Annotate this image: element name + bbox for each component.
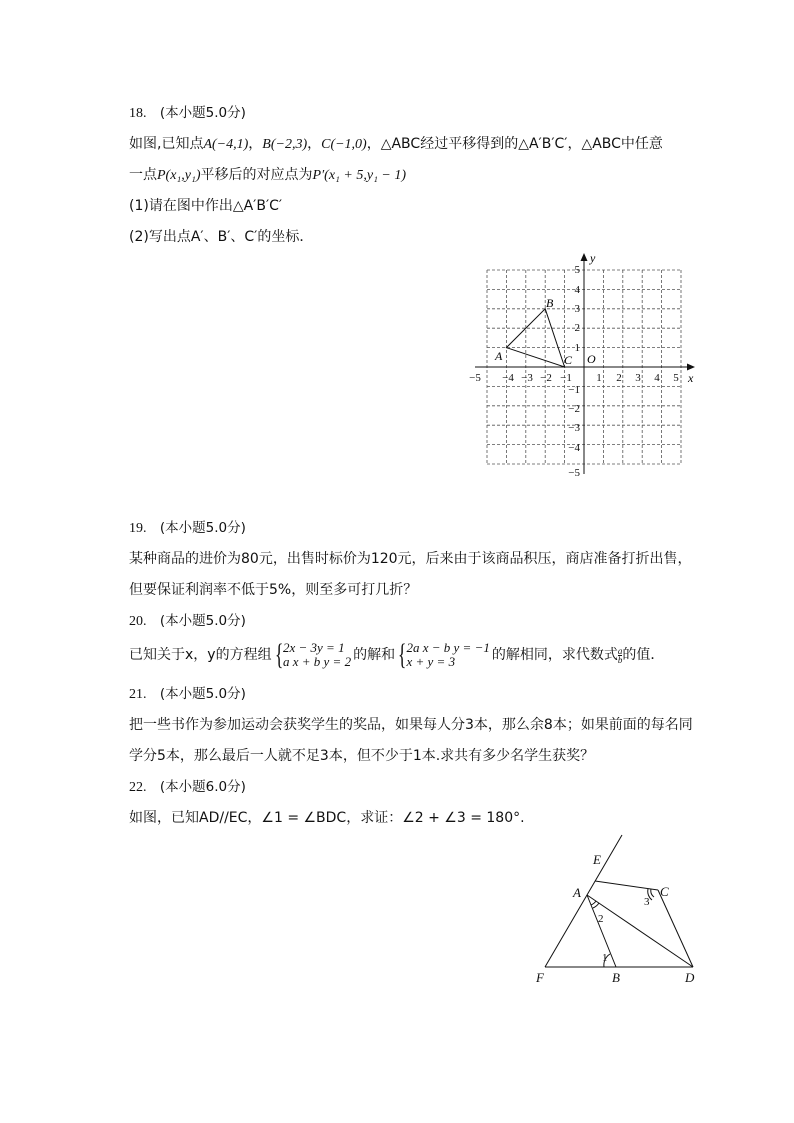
point-f-label: F xyxy=(536,970,544,985)
q18-text: 平移后的对应点为 xyxy=(200,167,313,183)
point-e-label: E xyxy=(593,852,601,867)
x-tick-label: 3 xyxy=(635,372,641,384)
x-tick-label: 2 xyxy=(616,372,622,384)
equation: 2x − 3y = 1 xyxy=(282,640,345,655)
q20-text: 的值． xyxy=(622,647,665,663)
equation: a x + b y = 2 xyxy=(282,654,352,669)
angle-arc-3a xyxy=(651,889,654,897)
fraction-denominator: b xyxy=(617,654,623,665)
q18-text: 如图,已知点 xyxy=(129,136,204,152)
q19-number: 19. xyxy=(129,521,147,536)
q19-header xyxy=(129,519,246,538)
q22-text: 如图，已知AD//EC，∠1 = ∠BDC，求证：∠2 + ∠3 = 180°. xyxy=(129,810,525,826)
y-tick-label: 1 xyxy=(574,342,580,354)
y-tick-label: 3 xyxy=(574,303,580,315)
q18-sep: ， xyxy=(248,136,263,152)
q18-sep: ， xyxy=(307,136,322,152)
q20-number: 20. xyxy=(129,614,147,629)
point-p-prime: P′(x₁ + 5,y₁ − 1) xyxy=(312,168,407,183)
angle-3-label: 3 xyxy=(644,896,650,908)
q20-body xyxy=(129,638,664,672)
y-tick-label: −1 xyxy=(568,384,580,396)
x-tick-label: −3 xyxy=(521,372,533,384)
q22-number: 22. xyxy=(129,780,147,795)
y-tick-label: 5 xyxy=(574,264,580,276)
equation-system-1: {2x − 3y = 1 a x + b y = 2 xyxy=(274,638,352,671)
point-a-coord: A(−4,1) xyxy=(203,137,249,152)
y-tick-label: −2 xyxy=(568,403,580,415)
q18-score: (本小题5.0分) xyxy=(159,105,246,121)
point-c-coord: C(−1,0) xyxy=(321,137,367,152)
q18-header xyxy=(129,104,246,123)
q18-number: 18. xyxy=(129,106,147,121)
y-tick-label: 4 xyxy=(574,284,580,296)
segment-ec xyxy=(595,881,658,890)
q18-text: 一点 xyxy=(129,167,157,183)
x-tick-label: 4 xyxy=(654,372,660,384)
x-tick-label: −5 xyxy=(469,372,481,384)
q20-score: (本小题5.0分) xyxy=(159,613,246,629)
q22-header xyxy=(129,778,246,797)
q18-sub1: (1)请在图中作出△A′B′C′ xyxy=(129,198,283,214)
x-tick-label: 1 xyxy=(596,372,602,384)
point-c-label: C xyxy=(660,884,669,899)
equation: 2a x − b y = −1 xyxy=(406,640,490,655)
geometry-figure xyxy=(530,830,710,990)
origin-label: O xyxy=(587,352,596,366)
q20-text: 已知关于x，y的方程组 xyxy=(129,647,272,663)
y-tick-label: −5 xyxy=(568,467,580,479)
y-tick-label: 2 xyxy=(574,322,580,334)
coordinate-graph xyxy=(455,250,705,485)
q19-score: (本小题5.0分) xyxy=(159,520,246,536)
equation: x + y = 3 xyxy=(406,654,456,669)
x-tick-label: 5 xyxy=(673,372,679,384)
fraction-numerator: a xyxy=(617,645,623,656)
q22-score: (本小题6.0分) xyxy=(159,779,246,795)
point-d-label: D xyxy=(685,970,695,985)
q18-text: ，△ABC经过平移得到的△A′B′C′，△ABC中任意 xyxy=(366,136,663,152)
angle-arc-2a xyxy=(591,901,596,905)
triangle-abc xyxy=(506,309,564,367)
x-tick-labels xyxy=(469,372,679,384)
x-axis-arrow xyxy=(687,364,695,371)
y-axis-arrow xyxy=(581,253,588,261)
y-tick-label: −3 xyxy=(568,422,580,434)
q18-line1 xyxy=(129,135,663,154)
q21-header xyxy=(129,685,246,704)
vertex-b-label: B xyxy=(546,296,554,310)
point-a-label: A xyxy=(573,885,581,900)
q20-text: 的解相同，求代数式 xyxy=(491,647,618,663)
y-axis-label: y xyxy=(590,251,596,265)
vertex-c-label: C xyxy=(564,353,573,367)
x-tick-label: −2 xyxy=(540,372,552,384)
q20-text: 的解和 xyxy=(353,647,396,663)
q21-number: 21. xyxy=(129,687,147,702)
q21-line2: 学分5本，那么最后一人就不足3本，但不少于1本.求共有多少名学生获奖？ xyxy=(129,748,595,764)
q19-line2: 但要保证利润率不低于5%，则至多可打几折？ xyxy=(129,582,418,598)
x-tick-label: −1 xyxy=(560,372,572,384)
point-p: P(x₁,y₁) xyxy=(157,168,201,183)
point-b-coord: B(−2,3) xyxy=(262,137,308,152)
q20-header xyxy=(129,612,246,631)
y-tick-label: −4 xyxy=(568,442,580,454)
q18-line2 xyxy=(129,166,406,185)
q21-score: (本小题5.0分) xyxy=(159,686,246,702)
q18-sub2: (2)写出点A′、B′、C′的坐标． xyxy=(129,229,314,245)
q21-line1: 把一些书作为参加运动会获奖学生的奖品，如果每人分3本，那么余8本；如果前面的每名同 xyxy=(129,717,693,733)
q19-line1: 某种商品的进价为80元，出售时标价为120元，后来由于该商品积压，商店准备打折出售， xyxy=(129,551,692,567)
x-axis-label: x xyxy=(688,371,694,385)
line-ray-fe xyxy=(545,835,622,967)
vertex-a-label: A xyxy=(495,349,503,363)
angle-1-label: 1 xyxy=(602,952,608,964)
angle-2-label: 2 xyxy=(598,913,604,925)
equation-system-2: {2a x − b y = −1 x + y = 3 xyxy=(397,638,490,671)
x-tick-label: −4 xyxy=(502,372,514,384)
point-b-label: B xyxy=(612,970,620,985)
